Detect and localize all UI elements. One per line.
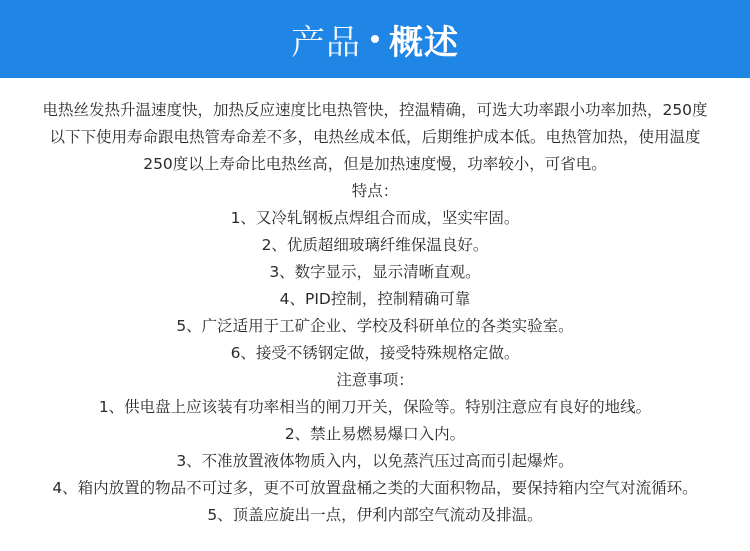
notes-heading: 注意事项： — [336, 371, 414, 389]
feature-item: 1、又冷轧钢板点焊组合而成，坚实牢固。 — [230, 209, 520, 227]
title-product: 产品 — [291, 22, 361, 63]
intro-line: 250度以上寿命比电热丝高，但是加热速度慢，功率较小，可省电。 — [143, 155, 607, 173]
title-overview: 概述 — [389, 22, 459, 63]
intro-line: 电热丝发热升温速度快，加热反应速度比电热管快，控温精确，可选大功率跟小功率加热，250度 — [42, 101, 708, 119]
title-separator-dot — [371, 35, 379, 43]
note-item: 2、禁止易燃易爆口入内。 — [284, 425, 466, 443]
feature-item: 6、接受不锈钢定做，接受特殊规格定做。 — [230, 344, 520, 362]
feature-item: 2、优质超细玻璃纤维保温良好。 — [261, 236, 489, 254]
intro-paragraph — [0, 97, 750, 178]
description-body — [0, 97, 750, 529]
header-banner — [0, 0, 750, 78]
page-title — [291, 15, 459, 64]
feature-item: 5、广泛适用于工矿企业、学校及科研单位的各类实验室。 — [176, 317, 574, 335]
feature-item: 4、PID控制，控制精确可靠 — [279, 290, 471, 308]
note-item: 1、供电盘上应该装有功率相当的闸刀开关，保险等。特别注意应有良好的地线。 — [98, 398, 652, 416]
features-heading: 特点： — [351, 182, 399, 200]
feature-item: 3、数字显示，显示清晰直观。 — [269, 263, 481, 281]
note-item: 4、箱内放置的物品不可过多，更不可放置盘桶之类的大面积物品，要保持箱内空气对流循环。 — [52, 479, 698, 497]
note-item: 5、顶盖应旋出一点，伊利内部空气流动及排温。 — [207, 506, 543, 524]
intro-line: 以下下使用寿命跟电热管寿命差不多，电热丝成本低，后期维护成本低。电热管加热，使用温度 — [49, 128, 701, 146]
note-item: 3、不准放置液体物质入内，以免蒸汽压过高而引起爆炸。 — [176, 452, 574, 470]
